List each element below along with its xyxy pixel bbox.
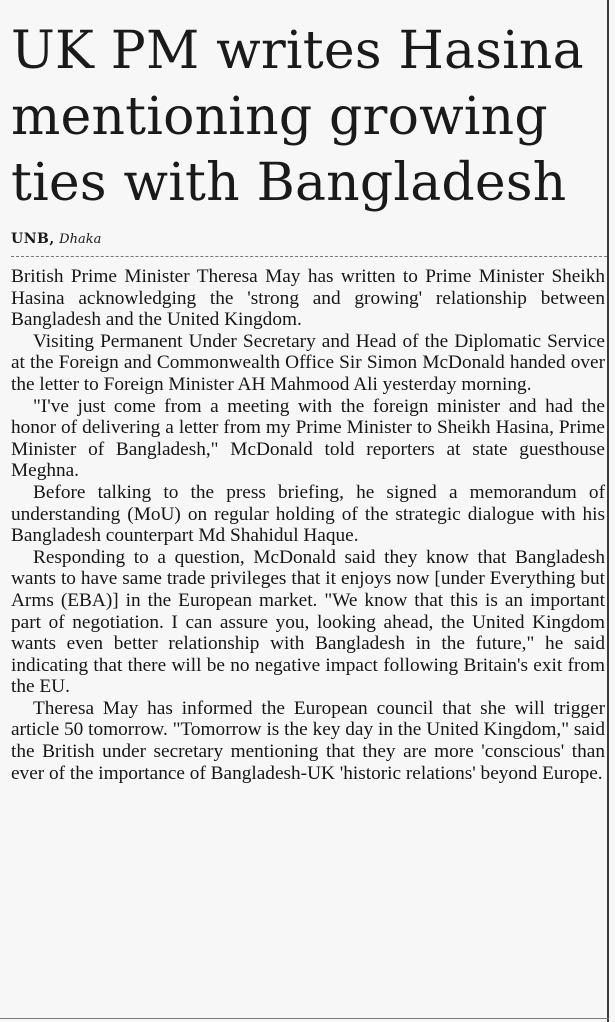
headline-line-3: ties with Bangladesh (11, 153, 567, 213)
article-body (11, 266, 605, 784)
article-paragraph: Responding to a question, McDonald said they know that Bangladesh wants to have same trade privileges that it enjoys now [under Everything but Arms (EBA)] in the European market. "We know that this is an important part of negotiation. I can assure you, looking ahead, the United Kingdom wants even better relationship with Bangladesh in the future," he said indicating that there will be no negative impact following Britain's exit from the EU. (11, 546, 605, 698)
article-paragraph: "I've just come from a meeting with the foreign minister and had the honor of delivering a letter from my Prime Minister to Sheikh Hasina, Prime Minister of Bangladesh," McDonald told reporters at state guesthouse Meghna. (11, 395, 605, 482)
bottom-rule (0, 1018, 609, 1019)
article-paragraph: Visiting Permanent Under Secretary and Head of the Diplomatic Service at the Foreign and Commonwealth Office Sir Simon McDonald handed over the letter to Foreign Minister AH Mahmood Ali yesterday morning. (11, 330, 605, 395)
column-divider-rule (607, 0, 609, 1022)
headline-line-1: UK PM writes Hasina (11, 21, 584, 81)
article-paragraph: Before talking to the press briefing, he signed a memorandum of understanding (MoU) on regular holding of the strategic dialogue with his Bangladesh counterpart Md Shahidul Haque. (11, 481, 605, 547)
byline (11, 230, 101, 249)
headline-line-2: mentioning growing (11, 87, 548, 147)
article-paragraph: British Prime Minister Theresa May has written to Prime Minister Sheikh Hasina acknowledging the 'strong and growing' relationship between Bangladesh and the United Kingdom. (11, 266, 605, 331)
byline-location: Dhaka (59, 232, 102, 247)
article-paragraph: Theresa May has informed the European council that she will trigger article 50 tomorrow. "Tomorrow is the key day in the United Kingdom," said the British under secretary mentioning that they are more 'conscious' than ever of the importance of Bangladesh-UK 'historic relations' beyond Europe. (11, 697, 605, 784)
byline-agency: UNB, (11, 231, 55, 247)
byline-divider (11, 256, 607, 257)
article-headline (11, 18, 607, 216)
